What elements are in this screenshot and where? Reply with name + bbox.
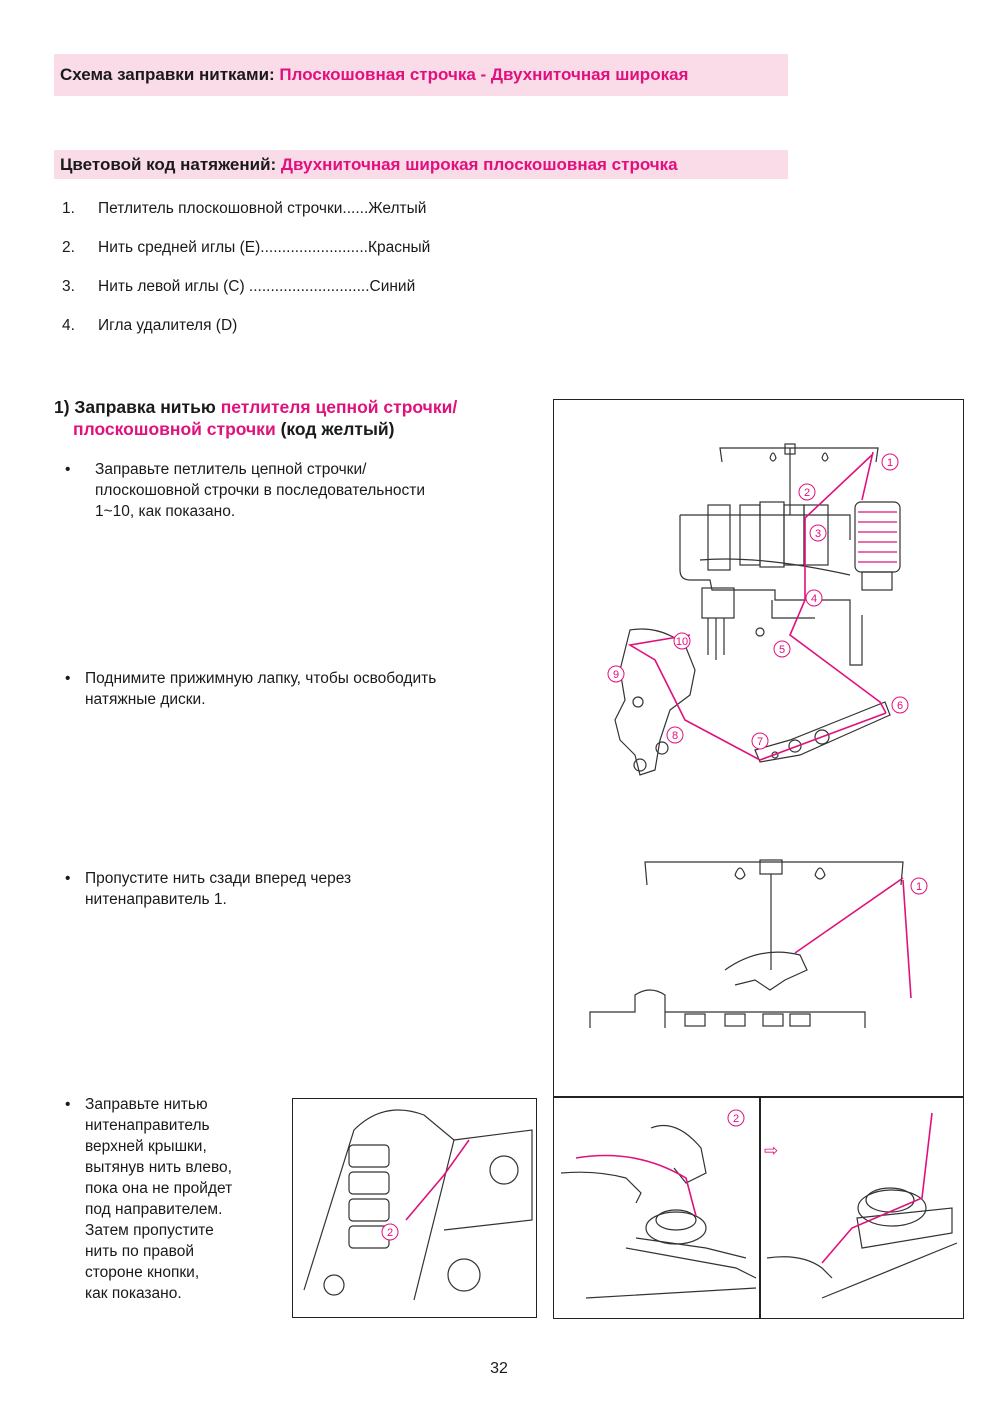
page-number: 32 [490, 1360, 508, 1377]
callout-5: 5 [778, 644, 786, 656]
section-title: 1) Заправка нитью петлителя цепной строчки/ плоскошовной строчки (код желтый) [54, 397, 458, 439]
callout-7: 7 [756, 736, 764, 748]
callout-1: 1 [886, 457, 894, 469]
machine-threading-illustration [600, 440, 930, 790]
callout-9: 9 [612, 669, 620, 681]
callout-2-inset: 2 [386, 1227, 394, 1239]
knob-threading-illustration [556, 1098, 758, 1316]
callout-1-stand: 1 [915, 881, 923, 893]
callout-10: 10 [675, 636, 689, 648]
list-item: 2. Нить средней иглы (E).........................Красный [62, 239, 431, 256]
list-item: 1. Петлитель плоскошовной строчки......Желтый [62, 200, 427, 217]
arrow-icon: ⇨ [764, 1141, 779, 1160]
thread-stand-illustration [585, 850, 935, 1030]
callout-2-detail: 2 [732, 1113, 740, 1125]
callout-8: 8 [671, 730, 679, 742]
callout-4: 4 [810, 593, 818, 605]
color-code-prefix: Цветовой код натяжений: [60, 155, 281, 174]
list-item: 3. Нить левой иглы (C) ............................Синий [62, 278, 416, 295]
page-title-band [54, 54, 788, 96]
knob-threading-result-illustration [762, 1098, 962, 1316]
callout-2: 2 [803, 487, 811, 499]
callout-3: 3 [814, 528, 822, 540]
title-highlight: Плоскошовная строчка - Двухниточная широкая [279, 65, 689, 84]
color-code-highlight: Двухниточная широкая плоскошовная строчка [280, 155, 678, 174]
title-prefix: Схема заправки нитками: [60, 65, 280, 84]
frame-divider-vertical [759, 1097, 761, 1318]
callout-6: 6 [896, 700, 904, 712]
list-item: 4. Игла удалителя (D) [62, 317, 238, 334]
color-code-band [54, 150, 788, 179]
top-cover-illustration [294, 1100, 535, 1316]
